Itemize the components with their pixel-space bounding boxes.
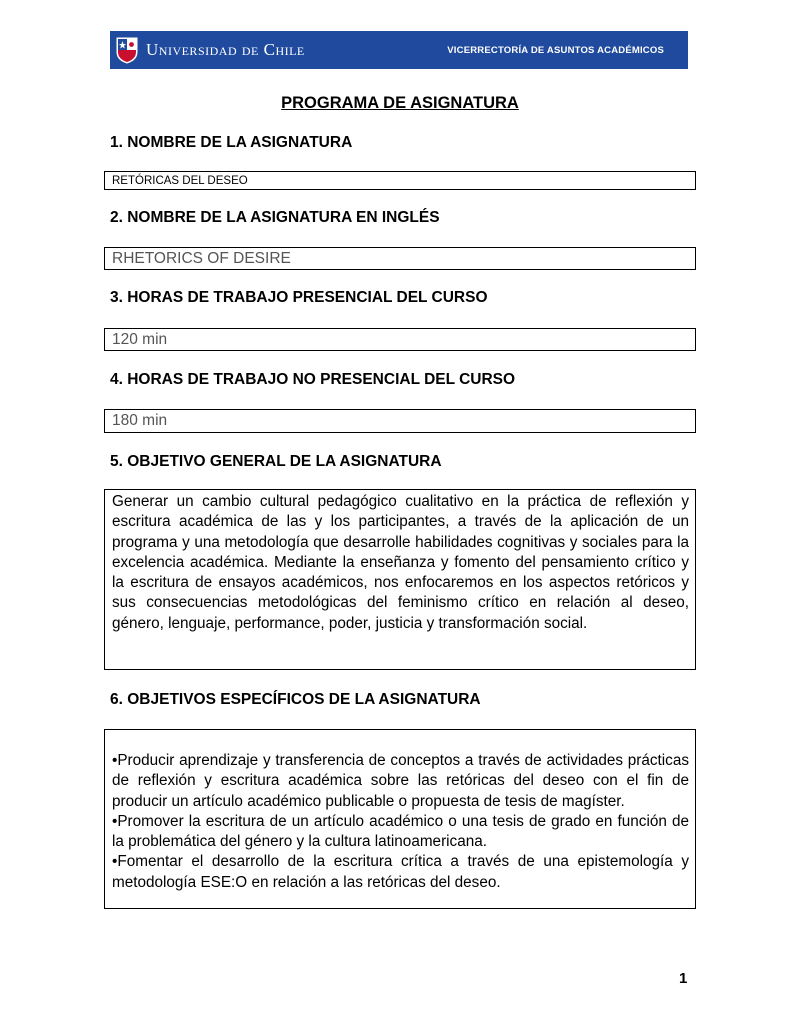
- presential-hours-value: 120 min: [112, 330, 168, 348]
- specific-objective-item: •Fomentar el desarrollo de la escritura crítica a través de una epistemología y metodología ESE:O en relación a las retóricas del deseo.: [112, 853, 689, 891]
- university-name: Universidad de Chile: [146, 40, 305, 59]
- section-1-heading: 1. NOMBRE DE LA ASIGNATURA: [110, 134, 353, 151]
- specific-objective-item: •Promover la escritura de un artículo académico o una tesis de grado en función de la problemática del género y la cultura latinoamericana.: [112, 812, 689, 851]
- course-name-english-box: [104, 247, 696, 270]
- course-name-value: RETÓRICAS DEL DESEO: [112, 174, 248, 187]
- presential-hours-box: [104, 328, 696, 351]
- section-2-heading: 2. NOMBRE DE LA ASIGNATURA EN INGLÉS: [110, 209, 440, 226]
- general-objective-box: [104, 489, 696, 670]
- course-name-box: [104, 171, 696, 190]
- non-presential-hours-box: [104, 409, 696, 433]
- section-5-heading: 5. OBJETIVO GENERAL DE LA ASIGNATURA: [110, 453, 442, 470]
- section-3-heading: 3. HORAS DE TRABAJO PRESENCIAL DEL CURSO: [110, 289, 488, 306]
- specific-objectives-box: [104, 729, 696, 909]
- general-objective-text: Generar un cambio cultural pedagógico cualitativo en la práctica de reflexión y escritura académica de las y los participantes, a través de la aplicación de un programa y una metodología que desarrolle habilidades cognitivas y sociales para la excelencia académica. Mediante la enseñanza y fomento del pensamiento crítico y la escritura de ensayos académicos, nos enfocaremos en los aspectos retóricos y sus consecuencias metodológicas del feminismo crítico en relación al deseo, género, lenguaje, performance, poder, justicia y transformación social.: [112, 493, 689, 632]
- course-name-english-value: RHETORICS OF DESIRE: [112, 249, 291, 267]
- university-crest-icon: [116, 36, 138, 64]
- specific-objective-item: •Producir aprendizaje y transferencia de conceptos a través de actividades prácticas de reflexión y escritura académica sobre las retóricas del deseo con el fin de producir un artículo académico publicable o propuesta de tesis de magíster.: [112, 752, 689, 810]
- non-presential-hours-value: 180 min: [112, 412, 168, 429]
- section-4-heading: 4. HORAS DE TRABAJO NO PRESENCIAL DEL CURSO: [110, 371, 516, 388]
- page-number: 1: [679, 970, 688, 987]
- section-6-heading: 6. OBJETIVOS ESPECÍFICOS DE LA ASIGNATURA: [110, 691, 481, 708]
- header-banner: [110, 31, 688, 69]
- vicerrectoria-name: VICERRECTORÍA DE ASUNTOS ACADÉMICOS: [447, 44, 664, 56]
- document-title: PROGRAMA DE ASIGNATURA: [281, 94, 519, 112]
